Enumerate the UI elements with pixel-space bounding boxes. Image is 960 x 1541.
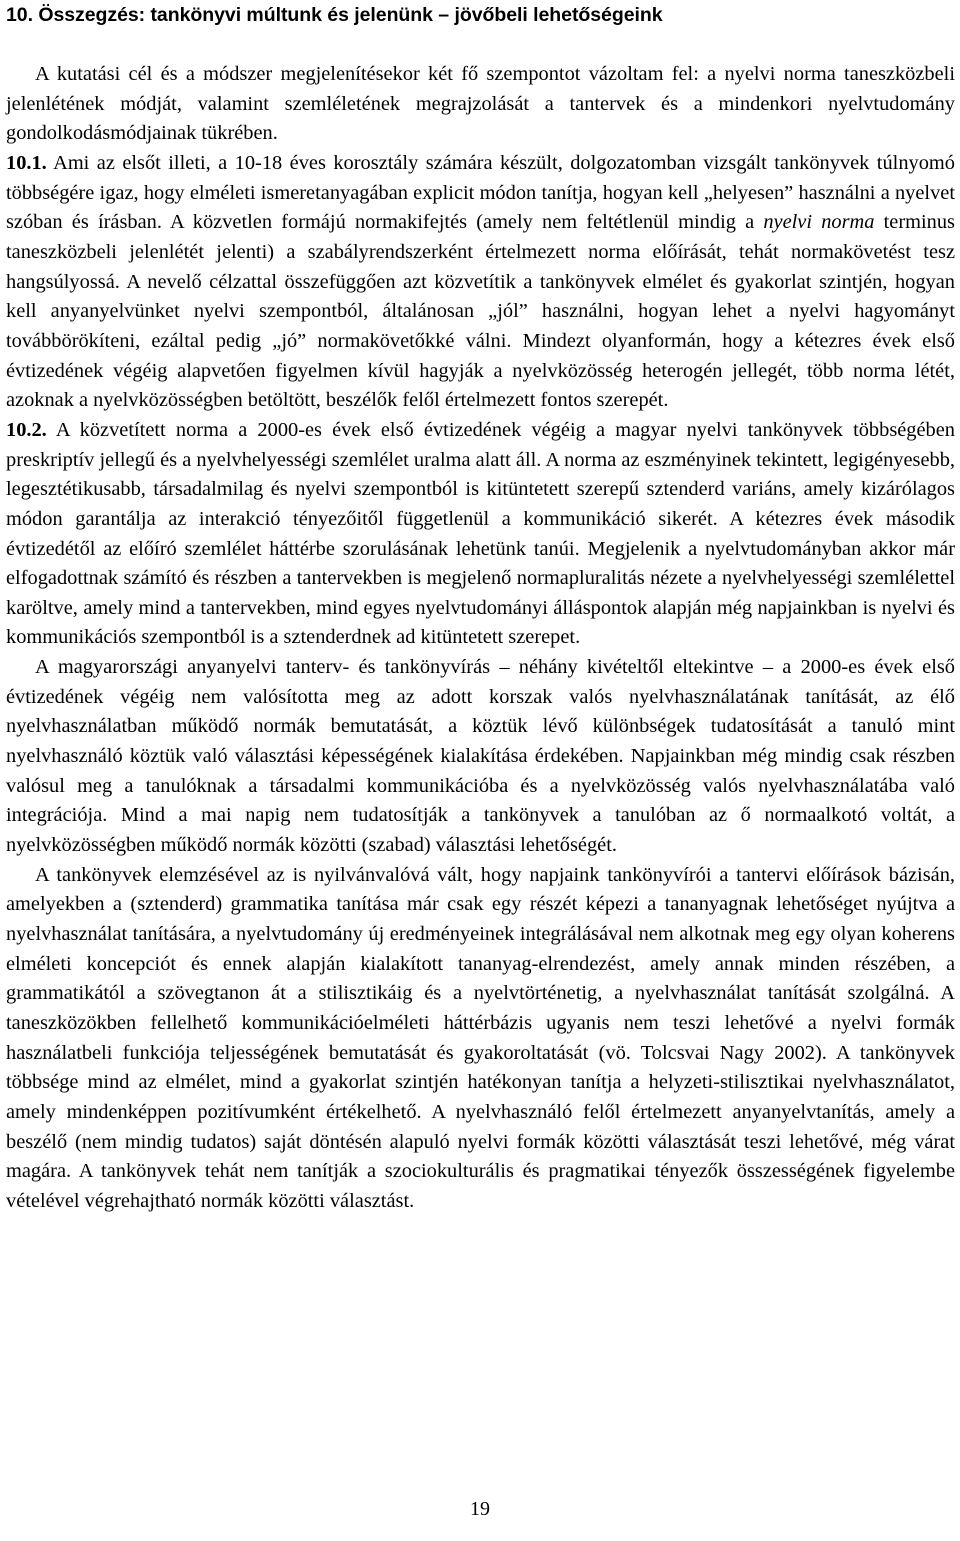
section-10-2-paragraph <box>6 416 955 653</box>
italic-term: nyelvi norma <box>763 211 875 234</box>
paragraph-4: A tankönyvek elemzésével az is nyilvánvalóvá vált, hogy napjaink tankönyvírói a tantervi előírások bázisán, amelyekben a (sztenderd) grammatika tanítása már csak egy részét képezi a tananyagnak lehetőséget nyújtva a nyelvhasználat tanítására, a nyelvtudomány új eredményeinek integrálásával nem alkotnak meg egy olyan koherens elméleti koncepciót és ennek alapján kialakított tananyag-elrendezést, amely annak minden részében, a grammatikától a szövegtanon át a stilisztikáig és a nyelvtörténetig, a nyelvhasználat tanítását szolgálná. A taneszközökben fellelhető kommunikációelméleti háttérbázis ugyanis nem teszi lehetővé a nyelvi formák használatbeli funkciója teljességének bemutatását és gyakoroltatását (vö. Tolcsvai Nagy 2002). A tankönyvek többsége mind az elmélet, mind a gyakorlat szintjén hatékonyan tanítja a helyzeti-stilisztikai nyelvhasználatot, amely mindenképpen pozitívumként értékelhető. A nyelvhasználó felől értelmezett anyanyelvtanítás, amely a beszélő (nem mindig tudatos) saját döntésén alapuló nyelvi formák közötti választását teszi lehetővé, még várat magára. A tankönyvek tehát nem tanítják a szociokulturális és pragmatikai tényezők összességének figyelembe vételével végrehajtható normák közötti választást. <box>6 863 955 1212</box>
section-10-1-paragraph <box>6 149 955 416</box>
intro-paragraph: A kutatási cél és a módszer megjelenítésekor két fő szempontot vázoltam fel: a nyelvi norma taneszközbeli jelenlétének módját, valamint szemléletének megrajzolását a tantervek és a mindenkori nyelvtudomány gondolkodásmódjainak tükrében. <box>6 63 955 145</box>
section-number: 10.2. <box>6 418 47 441</box>
chapter-title: 10. Összegzés: tankönyvi múltunk és jelenünk – jövőbeli lehetőségeink <box>6 4 663 26</box>
section-text: Ami az elsőt illeti, a 10-18 éves korosztály számára készült, dolgozatomban vizsgált tankönyvek túlnyomó többségére igaz, hogy elméleti ismeretanyagában explicit módon tanítja, hogyan kell „helyesen” használni a nyelvet szóban és írásban. A közvetlen formájú normakifejtés (amely nem feltétlenül mindig a <box>6 151 955 234</box>
paragraph-3: A magyarországi anyanyelvi tanterv- és tankönyvírás – néhány kivételtől eltekintve – a 2000-es évek első évtizedének végéig nem valósította meg az adott korszak valós nyelvhasználatának tanítását, az élő nyelvhasználatban működő normák bemutatását, a köztük lévő különbségek tudatosítását a tanuló mint nyelvhasználó köztük való választási képességének kialakítása érdekében. Napjainkban még mindig csak részben valósul meg a tanulóknak a társadalmi kommunikációba és a nyelvközösség valós nyelvhasználatába való integrációja. Mind a mai napig nem tudatosítják a tankönyvek a tanulóban az ő normaalkotó voltát, a nyelvközösségben működő normák közötti (szabad) választási lehetőségét. <box>6 656 955 857</box>
section-number: 10.1. <box>6 151 47 174</box>
section-text: A közvetített norma a 2000-es évek első évtizedének végéig a magyar nyelvi tankönyvek többségében preskriptív jellegű és a nyelvhelyességi szemlélet uralma alatt áll. A norma az eszményinek tekintett, legigényesebb, legesztétikusabb, társadalmilag és nyelvi szempontból is kitüntetett szerepű sztenderd variáns, amely kizárólagos módon garantálja az interakció tényezőitől függetlenül a kommunikáció sikerét. A kétezres évek második évtizedétől az előíró szemlélet háttérbe szorulásának lehetünk tanúi. Megjelenik a nyelvtudományban akkor már elfogadottnak számító és részben a tantervekben is megjelenő normapluralitás nézete a nyelvhelyességi szemlélettel karöltve, amely mind a tantervekben, mind egyes nyelvtudományi álláspontok alapján még napjainkban is nyelvi és kommunikációs szempontból is a sztenderdnek ad kitüntetett szerepet. <box>6 418 955 649</box>
section-text-continued: terminus taneszközbeli jelenlétét jelenti) a szabályrendszerként értelmezett norma előírását, tehát normakövetést tesz hangsúlyossá. A nevelő célzattal összefüggően azt közvetítik a tankönyvek elmélet és gyakorlat szintjén, hogyan kell anyanyelvünket nyelvi szempontból, általánosan „jól” használni, hogyan lehet a nyelvi hagyományt továbbörökíteni, ezáltal pedig „jó” normakövetőkké válni. Mindezt olyanformán, hogy a kétezres évek első évtizedének végéig alapvetően figyelmen kívül hagyják a nyelvközösség heterogén jellegét, több norma létét, azoknak a nyelvközösségben betöltött, beszélők felől értelmezett fontos szerepét. <box>6 211 955 412</box>
page-number: 19 <box>470 1498 490 1520</box>
